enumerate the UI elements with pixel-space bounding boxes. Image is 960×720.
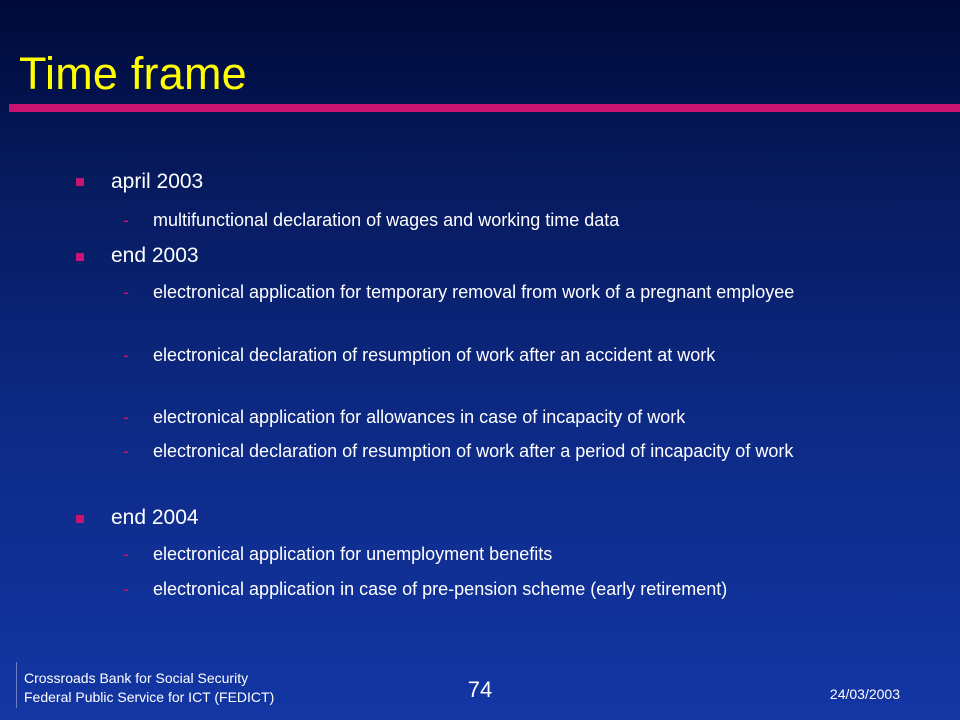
list-item: electronical application for temporary removal from work of a pregnant employee <box>153 282 795 302</box>
list-item: electronical declaration of resumption of work after an accident at work <box>153 345 716 365</box>
slide-title: Time frame <box>19 48 247 99</box>
list-item: electronical application in case of pre-pension scheme (early retirement) <box>153 579 728 599</box>
section-heading: end 2003 <box>111 244 199 267</box>
footer-organization <box>24 669 274 707</box>
dash-bullet-icon: - <box>123 441 129 461</box>
footer-org-line: Crossroads Bank for Social Security <box>24 670 249 686</box>
dash-bullet-icon: - <box>123 407 129 427</box>
list-item: electronical application for allowances in case of incapacity of work <box>153 407 686 427</box>
list-item: electronical application for unemployment benefits <box>153 544 553 564</box>
square-bullet-icon <box>76 178 84 186</box>
section-heading: end 2004 <box>111 506 199 529</box>
section-heading: april 2003 <box>111 170 204 193</box>
square-bullet-icon <box>76 515 84 523</box>
page-number: 74 <box>467 677 493 702</box>
dash-bullet-icon: - <box>123 579 129 599</box>
dash-bullet-icon: - <box>123 544 129 564</box>
dash-bullet-icon: - <box>123 210 129 230</box>
square-bullet-icon <box>76 253 84 261</box>
footer-org-line: Federal Public Service for ICT (FEDICT) <box>24 689 275 705</box>
list-item: multifunctional declaration of wages and working time data <box>153 210 620 230</box>
list-item: electronical declaration of resumption of work after a period of incapacity of work <box>153 441 794 461</box>
dash-bullet-icon: - <box>123 345 129 365</box>
footer-divider <box>16 662 17 708</box>
footer-date: 24/03/2003 <box>829 686 900 702</box>
dash-bullet-icon: - <box>123 282 129 302</box>
